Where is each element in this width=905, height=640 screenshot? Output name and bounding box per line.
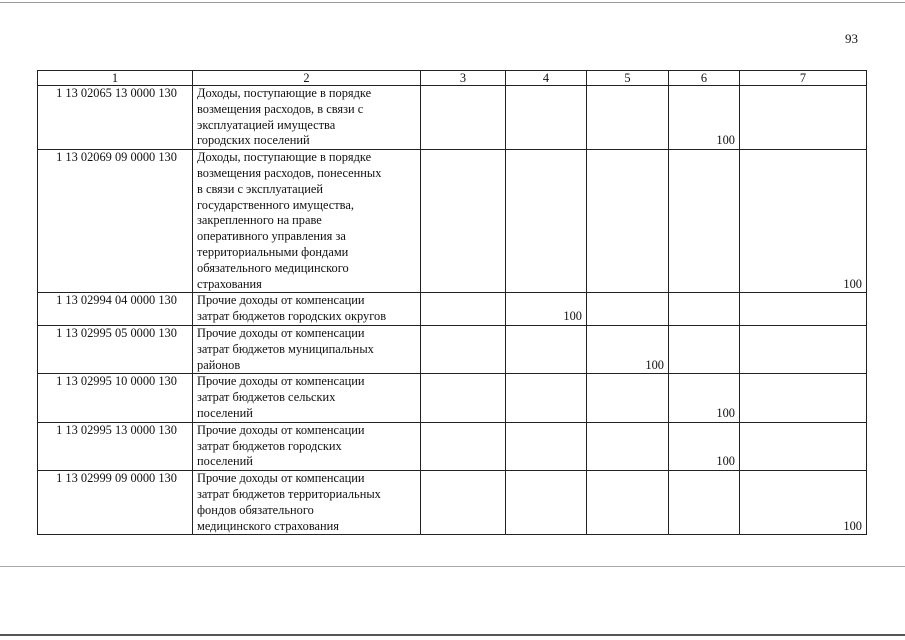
- value-cell-col-5: [587, 86, 669, 150]
- table-row: [38, 150, 867, 293]
- revenue-name-line: городских поселений: [197, 133, 310, 148]
- revenue-name-line: возмещения расходов, понесенных: [197, 165, 382, 180]
- scan-edge-bottom: [0, 566, 905, 567]
- revenue-classification-table: [37, 70, 867, 535]
- revenue-name-line: обязательного медицинского: [197, 260, 349, 275]
- value-cell-col-7: [740, 374, 867, 422]
- value-cell-col-3: [421, 150, 506, 293]
- revenue-name-line: Прочие доходы от компенсации: [197, 325, 365, 340]
- value-cell-col-7: 100: [740, 471, 867, 535]
- revenue-name-line: поселений: [197, 454, 253, 469]
- column-header: 5: [587, 71, 669, 86]
- revenue-name-line: районов: [197, 357, 241, 372]
- value-cell-col-6: 100: [669, 422, 740, 470]
- value-cell-col-5: [587, 422, 669, 470]
- revenue-name-line: медицинского страхования: [197, 518, 339, 533]
- table-row: [38, 374, 867, 422]
- revenue-name-cell: [193, 86, 421, 150]
- value-cell-col-6: [669, 471, 740, 535]
- revenue-name-line: оперативного управления за: [197, 229, 346, 244]
- revenue-name-line: фондов обязательного: [197, 502, 314, 517]
- revenue-name-cell: [193, 374, 421, 422]
- revenue-name-line: страхования: [197, 276, 262, 291]
- revenue-name-line: эксплуатацией имущества: [197, 117, 336, 132]
- revenue-name-line: затрат бюджетов муниципальных: [197, 341, 374, 356]
- table-row: [38, 422, 867, 470]
- column-header: 1: [38, 71, 193, 86]
- value-cell-col-7: [740, 422, 867, 470]
- value-cell-col-3: [421, 422, 506, 470]
- value-cell-col-7: [740, 325, 867, 373]
- table-row: [38, 86, 867, 150]
- column-header: 3: [421, 71, 506, 86]
- column-header: 7: [740, 71, 867, 86]
- revenue-code-cell: 1 13 02995 10 0000 130: [38, 374, 193, 422]
- column-header: 2: [193, 71, 421, 86]
- value-cell-col-6: [669, 293, 740, 326]
- header-row: [38, 71, 867, 86]
- value-cell-col-7: 100: [740, 150, 867, 293]
- revenue-name-line: в связи с эксплуатацией: [197, 181, 324, 196]
- value-cell-col-3: [421, 86, 506, 150]
- value-cell-col-4: [506, 471, 587, 535]
- value-cell-col-4: [506, 150, 587, 293]
- scan-edge-top: [0, 2, 905, 3]
- value-cell-col-6: 100: [669, 374, 740, 422]
- revenue-name-line: Прочие доходы от компенсации: [197, 422, 365, 437]
- revenue-name-line: Прочие доходы от компенсации: [197, 293, 365, 308]
- table-row: [38, 471, 867, 535]
- value-cell-col-5: [587, 471, 669, 535]
- revenue-code-cell: 1 13 02995 13 0000 130: [38, 422, 193, 470]
- value-cell-col-5: 100: [587, 325, 669, 373]
- column-header: 4: [506, 71, 587, 86]
- revenue-name-cell: [193, 150, 421, 293]
- scan-edge-bottom-dark: [0, 634, 905, 636]
- value-cell-col-6: 100: [669, 86, 740, 150]
- revenue-name-line: затрат бюджетов городских: [197, 438, 342, 453]
- revenue-name-line: поселений: [197, 405, 253, 420]
- revenue-name-line: затрат бюджетов городских округов: [197, 309, 387, 324]
- revenue-code-cell: 1 13 02994 04 0000 130: [38, 293, 193, 326]
- value-cell-col-6: [669, 325, 740, 373]
- revenue-code-cell: 1 13 02065 13 0000 130: [38, 86, 193, 150]
- revenue-name-line: Прочие доходы от компенсации: [197, 374, 365, 389]
- revenue-name-line: затрат бюджетов территориальных: [197, 486, 381, 501]
- value-cell-col-4: [506, 325, 587, 373]
- table-body: [38, 86, 867, 535]
- revenue-name-line: государственного имущества,: [197, 197, 354, 212]
- revenue-code-cell: 1 13 02995 05 0000 130: [38, 325, 193, 373]
- value-cell-col-4: [506, 422, 587, 470]
- page-number: 93: [845, 31, 858, 46]
- value-cell-col-6: [669, 150, 740, 293]
- value-cell-col-4: [506, 374, 587, 422]
- revenue-name-line: территориальными фондами: [197, 244, 349, 259]
- revenue-name-cell: [193, 422, 421, 470]
- value-cell-col-3: [421, 374, 506, 422]
- value-cell-col-3: [421, 471, 506, 535]
- value-cell-col-5: [587, 293, 669, 326]
- revenue-name-line: Доходы, поступающие в порядке: [197, 86, 372, 100]
- revenue-name-line: Прочие доходы от компенсации: [197, 471, 365, 486]
- value-cell-col-3: [421, 293, 506, 326]
- revenue-code-cell: 1 13 02999 09 0000 130: [38, 471, 193, 535]
- revenue-name-line: Доходы, поступающие в порядке: [197, 150, 372, 165]
- table-row: [38, 325, 867, 373]
- value-cell-col-7: [740, 293, 867, 326]
- table-row: [38, 293, 867, 326]
- revenue-name-cell: [193, 325, 421, 373]
- value-cell-col-5: [587, 374, 669, 422]
- value-cell-col-4: 100: [506, 293, 587, 326]
- value-cell-col-3: [421, 325, 506, 373]
- revenue-name-line: затрат бюджетов сельских: [197, 390, 336, 405]
- revenue-code-cell: 1 13 02069 09 0000 130: [38, 150, 193, 293]
- revenue-name-line: возмещения расходов, в связи с: [197, 101, 364, 116]
- revenue-name-cell: [193, 471, 421, 535]
- revenue-name-line: закрепленного на праве: [197, 213, 322, 228]
- value-cell-col-7: [740, 86, 867, 150]
- revenue-name-cell: [193, 293, 421, 326]
- value-cell-col-5: [587, 150, 669, 293]
- value-cell-col-4: [506, 86, 587, 150]
- column-header: 6: [669, 71, 740, 86]
